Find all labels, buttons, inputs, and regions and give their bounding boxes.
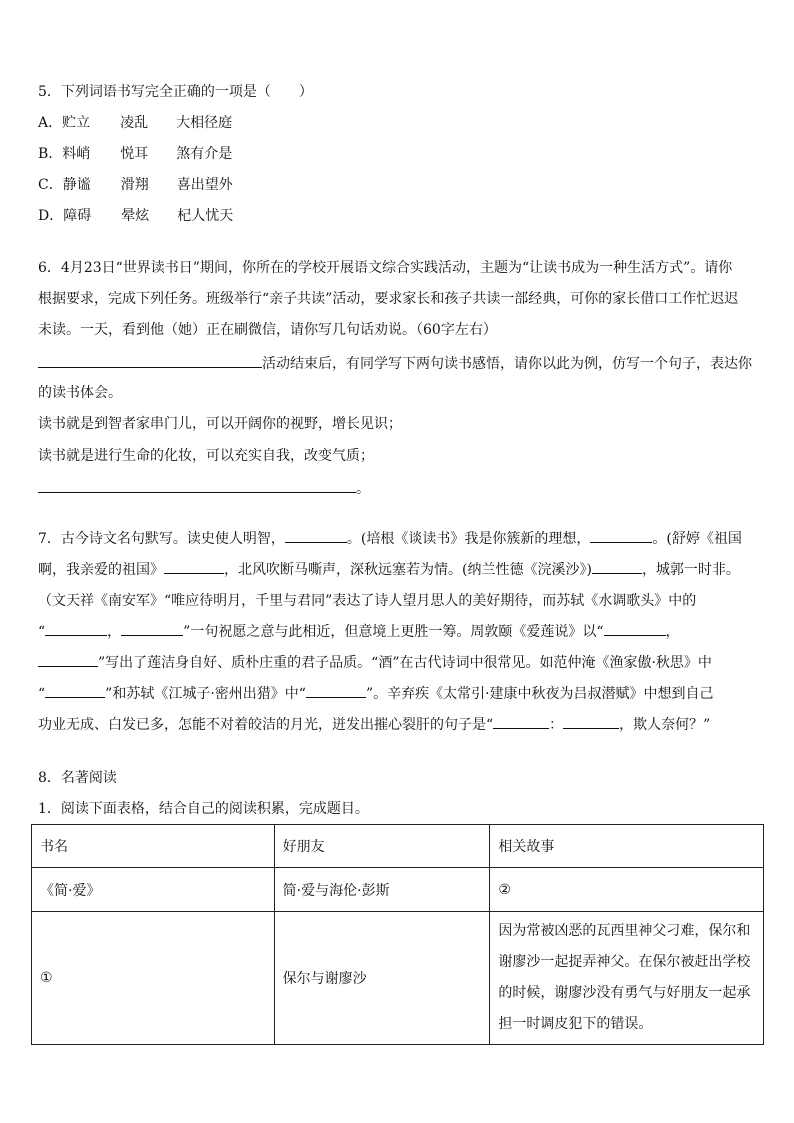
cell-friends: 保尔与谢廖沙 [274,912,490,1045]
option-word: 凌乱 [120,115,149,131]
q6-end-mark: 。 [356,481,370,497]
option-word: 大相径庭 [176,115,233,131]
option-word: 静谧 [62,177,91,193]
cell-answer-2[interactable]: ② [490,868,764,912]
story-line: 谢廖沙一起捉弄神父。在保尔被赶出学校 [498,954,751,970]
q7-blank[interactable] [604,620,666,636]
q7-blank[interactable] [306,682,366,698]
q7-line-5: ”写出了莲洁身自好、质朴庄重的君子品质。“酒”在古代诗词中很常见。如范仲淹《渔家傲·秋思》中 [38,648,768,679]
story-line: 因为常被凶恶的瓦西里神父刁难，保尔和 [498,923,751,939]
q5-option-b[interactable] [38,144,232,164]
q6-answer-blank-2[interactable] [38,477,356,493]
q6-line-5: 的读书体会。 [38,385,122,401]
table-header-row [32,825,764,868]
q6-line-1: 6．4月23日“世界读书日”期间，你所在的学校开展语文综合实践活动，主题为“让读书成为一种生活方式”。请你 [38,260,733,276]
q6-example-2: 读书就是进行生命的化妆，可以充实自我，改变气质； [38,448,374,464]
book-friends-table [31,824,764,1045]
option-word: 喜出望外 [176,177,233,193]
q7-blank[interactable] [38,651,98,667]
story-line: 担一时调皮犯下的错误。 [498,1016,653,1032]
header-book-title: 书名 [32,825,275,868]
q7-blank[interactable] [164,558,224,574]
option-label: C． [38,177,63,193]
q7-blank[interactable] [45,620,107,636]
q5-option-d[interactable] [38,206,233,226]
story-line: 的时候，谢廖沙没有勇气与好朋友一起承 [498,985,751,1001]
q7-blank[interactable] [45,682,105,698]
q7-blank[interactable] [285,527,347,543]
q7-line-4: “ ， ”一句祝愿之意与此相近，但意境上更胜一筹。周敦颐《爱莲说》以“ ， [38,617,768,648]
q6-line-8 [38,477,370,499]
q7-line-2: 啊，我亲爱的祖国》 ，北风吹断马嘶声，深秋远塞若为情。(纳兰性德《浣溪沙》) ，城郭一时非。 [38,555,768,586]
option-word: 煞有介是 [176,146,233,162]
q5-option-c[interactable] [38,175,233,195]
q7-line-6: “ ”和苏轼《江城子·密州出猎》中“ ”。辛弃疾《太常引·建康中秋夜为吕叔潜赋》中想到自己 [38,679,768,710]
cell-friends: 简·爱与海伦·彭斯 [274,868,490,912]
table-row [32,868,764,912]
q6-example-1: 读书就是到智者家串门儿，可以开阔你的视野，增长见识； [38,416,402,432]
q7-block [38,524,768,741]
option-label: B． [38,146,63,162]
header-friends: 好朋友 [274,825,490,868]
q6-line-4 [38,352,752,374]
option-label: D． [38,208,64,224]
q6-line-3: 未读。一天，看到他（她）正在刷微信，请你写几句话劝说。（60字左右） [38,322,497,338]
option-word: 料峭 [62,146,91,162]
q7-blank[interactable] [592,558,642,574]
q6-line-4-text: 活动结束后，有同学写下两句读书感悟，请你以此为例，仿写一个句子，表达你 [262,356,752,372]
option-word: 晕炫 [121,208,150,224]
option-word: 障碍 [63,208,92,224]
q6-line-2: 根据要求，完成下列任务。班级举行“亲子共读”活动，要求家长和孩子共读一部经典，可你的家长借口工作忙迟迟 [38,291,739,307]
header-story: 相关故事 [490,825,764,868]
q7-line-3: （文天祥《南安军》“唯应待明月，千里与君同”表达了诗人望月思人的美好期待，而苏轼《水调歌头》中的 [38,593,697,609]
option-word: 悦耳 [120,146,149,162]
q7-blank[interactable] [121,620,183,636]
option-word: 滑翔 [120,177,149,193]
q6-answer-blank-1[interactable] [38,352,262,368]
option-label: A． [38,115,63,131]
q7-line-1: 7．古今诗文名句默写。读史使人明智， 。(培根《谈读书》我是你簇新的理想， 。(舒婷《祖国 [38,524,768,555]
q7-blank[interactable] [590,527,652,543]
q5-stem: 5．下列词语书写完全正确的一项是（ ） [38,84,313,100]
q7-blank[interactable] [493,713,549,729]
q8-title: 8．名著阅读 [38,770,117,786]
q7-blank[interactable] [563,713,619,729]
option-word: 杞人忧天 [177,208,234,224]
table-row [32,912,764,1045]
q5-option-a[interactable] [38,113,232,133]
cell-story [490,912,764,1045]
q7-line-7: 功业无成、白发已多，怎能不对着皎洁的月光，迸发出摧心裂肝的句子是“ ： ，欺人奈何？” [38,710,768,741]
option-word: 贮立 [62,115,91,131]
q8-subtitle: 1．阅读下面表格，结合自己的阅读积累，完成题目。 [38,801,369,817]
cell-book: 《简·爱》 [32,868,275,912]
cell-answer-1[interactable]: ① [32,912,275,1045]
